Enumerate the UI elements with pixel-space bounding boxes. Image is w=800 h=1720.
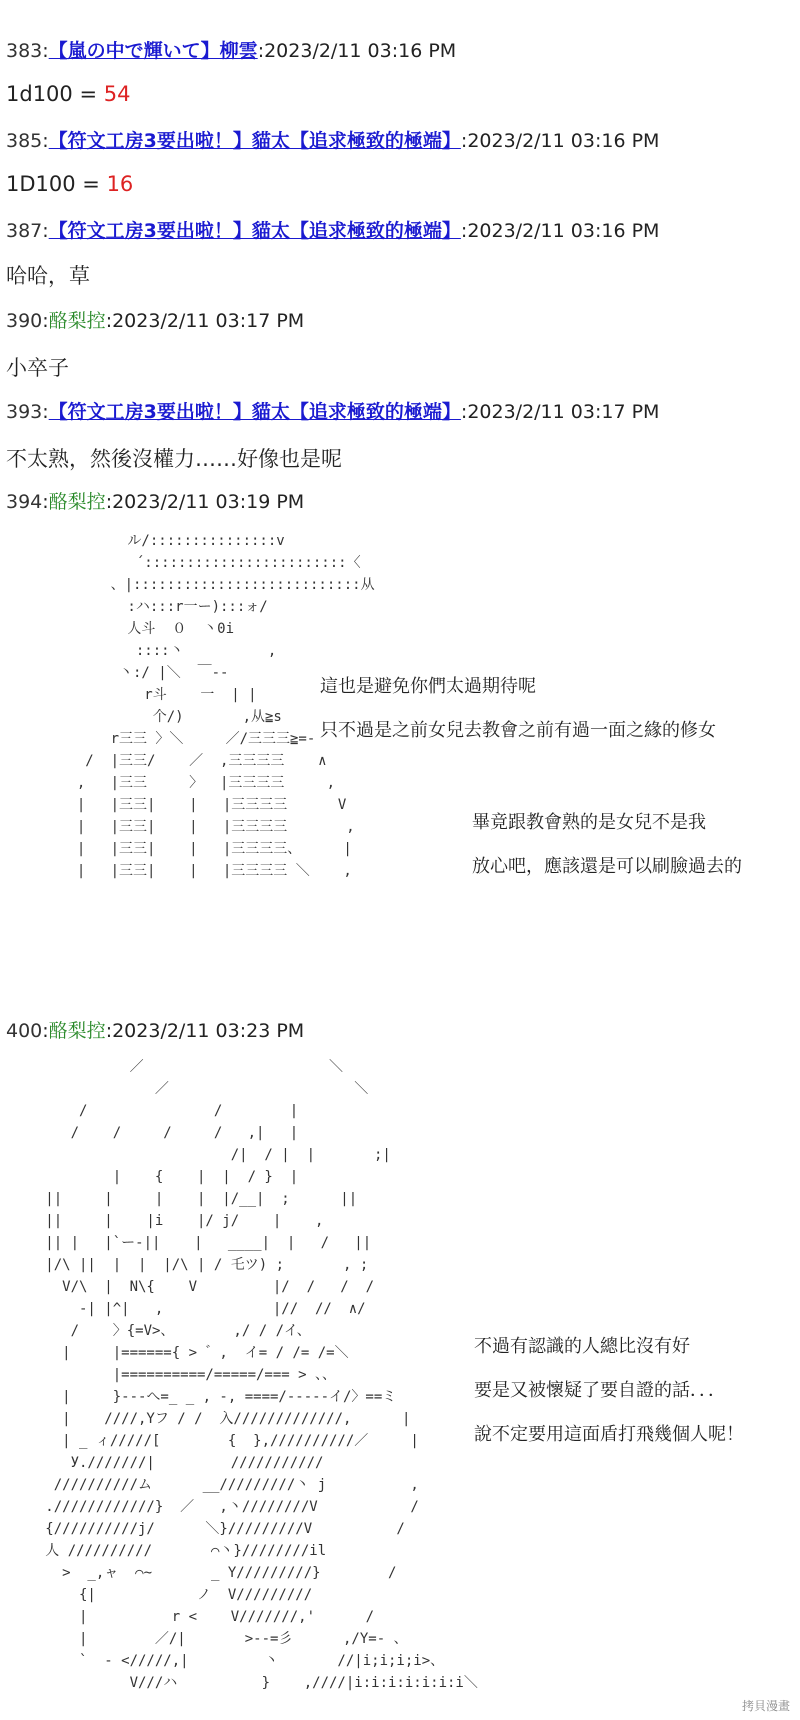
post-datetime: 2023/2/11 03:19 PM: [112, 491, 305, 513]
post-body-387: 哈哈，草: [6, 264, 90, 288]
post-header-383: 383:【嵐の中で輝いて】柳雲:2023/2/11 03:16 PM: [6, 40, 457, 62]
post-datetime: 2023/2/11 03:17 PM: [112, 310, 305, 332]
post-number: 393: [6, 401, 43, 423]
dice-roll-value: 16: [106, 172, 134, 196]
ascii-art-figure-2: ／ ＼ ／ ＼ / / | / / / / ,| | /| / | | ;| | { | | / } | || | | | |/__| ; || || | |i |/ j/ | , || | |`ー-|| | ____| | / || |/\ || | | |/\ | / 乇ツ) ; , ; V/\ | N\{ V |/ / / / -| |^| , |// // ∧/ / 〉{=V>、 ,/ / /イ、 | |======{ > ゛, イ= / /= /=＼ |==========/=====/=== > 、、 | }---へ=_ _ , -, ====/-----イ/〉==ミ | ////,Yフ / / 入/////////////, | | _ ィ/////[ { },//////////／ | У.///////| /////////// //////////ム __/////////丶 j , .////////////} ／ ,丶////////V / {//////////j/ ＼}/////////V / 人 ////////// ⌒丶}////////il > _,ャ ⌒~ _ Y/////////} / {| ノ V///////// | r < V///////,' / | ／/| >--=彡 ,/Y=- 、 ` - </////,| 丶 //|i;i;i;i>、 V///ハ } ,////|i:i:i:i:i:i:i＼: [45, 1059, 478, 1691]
post-header-400: 400:酪梨控:2023/2/11 03:23 PM: [6, 1020, 305, 1042]
post-body-393: 不太熟，然後沒權力……好像也是呢: [6, 447, 342, 471]
poster-name-link[interactable]: 【符文工房3要出啦！】貓太【追求極致的極端】: [48, 220, 461, 242]
dice-roll-label: 1D100 =: [6, 172, 107, 196]
dialogue-line: 放心吧，應該還是可以刷臉過去的: [472, 856, 742, 877]
dialogue-line: 畢竟跟教會熟的是女兒不是我: [472, 812, 706, 833]
post-number: 385: [6, 130, 43, 152]
poster-name-link[interactable]: 【符文工房3要出啦！】貓太【追求極致的極端】: [48, 130, 461, 152]
ascii-art-figure-1: ル/:::::::::::::::v ´::::::::::::::::::::::::〈 、|:::::::::::::::::::::::::::从 :ハ:::r一ー):::ォ/ 人斗 ０ 丶0i ::::丶 , 丶:/ |＼ ￣-- r斗 一 | | 个/) ,从≧s r三三 〉＼ ／/三三三≧=- / |三三/ ／ ,三三三三 ∧ , |三三 〉 |三三三三 , | |三三| | |三三三三 V | |三三| | |三三三三 , | |三三| | |三三三三、 | | |三三| | |三三三三 ＼ ,: [76, 533, 375, 879]
post-header-393: 393:【符文工房3要出啦！】貓太【追求極致的極端】:2023/2/11 03:17 PM: [6, 401, 660, 423]
post-header-387: 387:【符文工房3要出啦！】貓太【追求極致的極端】:2023/2/11 03:16 PM: [6, 220, 660, 242]
dialogue-line: 要是又被懷疑了要自證的話．．．: [474, 1380, 726, 1401]
post-header-394: 394:酪梨控:2023/2/11 03:19 PM: [6, 491, 305, 513]
post-body-385: [6, 172, 133, 196]
dialogue-line: 不過有認識的人總比沒有好: [474, 1336, 690, 1357]
poster-name: 酪梨控: [48, 310, 106, 332]
post-body-383: [6, 82, 130, 106]
dice-roll-label: 1d100 =: [6, 82, 104, 106]
dice-roll-value: 54: [103, 82, 131, 106]
dialogue-line: 這也是避免你們太過期待呢: [320, 676, 536, 697]
post-datetime: 2023/2/11 03:17 PM: [467, 401, 660, 423]
post-datetime: 2023/2/11 03:23 PM: [112, 1020, 305, 1042]
poster-name: 酪梨控: [48, 1020, 106, 1042]
post-datetime: 2023/2/11 03:16 PM: [467, 220, 660, 242]
post-body-390: 小卒子: [6, 356, 69, 380]
post-number: 383: [6, 40, 43, 62]
post-header-385: 385:【符文工房3要出啦！】貓太【追求極致的極端】:2023/2/11 03:16 PM: [6, 130, 660, 152]
dialogue-line: 只不過是之前女兒去教會之前有過一面之緣的修女: [320, 720, 716, 741]
poster-name-link[interactable]: 【嵐の中で輝いて】柳雲: [48, 40, 258, 62]
poster-name: 酪梨控: [48, 491, 106, 513]
dialogue-line: 說不定要用這面盾打飛幾個人呢！: [474, 1424, 744, 1445]
post-number: 387: [6, 220, 43, 242]
post-datetime: 2023/2/11 03:16 PM: [264, 40, 457, 62]
poster-name-link[interactable]: 【符文工房3要出啦！】貓太【追求極致的極端】: [48, 401, 461, 423]
post-number: 390: [6, 310, 43, 332]
post-number: 400: [6, 1020, 43, 1042]
post-number: 394: [6, 491, 43, 513]
post-datetime: 2023/2/11 03:16 PM: [467, 130, 660, 152]
post-header-390: 390:酪梨控:2023/2/11 03:17 PM: [6, 310, 305, 332]
watermark: 拷貝漫畫: [741, 1699, 790, 1713]
